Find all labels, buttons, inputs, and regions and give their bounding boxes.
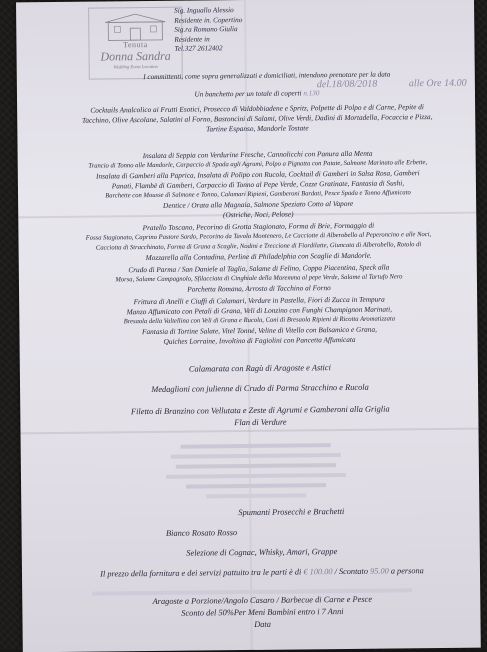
villa-icon <box>100 12 170 43</box>
antipasti-line: Trancio di Tonno alle Mandorle, Carpaccio di Spada agli Agrumi, Polpo a Pignatta con Patate, Salmone Marinato alle Erbette, <box>88 159 428 170</box>
commitment-text: I committenti, come sopra generalizzati e domiciliati, intendono prenotare per la data <box>143 70 391 82</box>
client-name-2: Sig.ra Romano Giulia <box>174 25 238 34</box>
event-time: alle Ore 14.00 <box>408 77 467 90</box>
banquet-label: Un banchetto per un totale di coperti <box>194 89 302 99</box>
antipasti-line: Insalata di Gamberi alla Paprica, Insalata di Polipo con Rucola, Cocktail di Gamberi in Salsa Rosa, Gamberi <box>95 168 420 181</box>
client-name: Sig. Inguallo Alessio <box>174 6 234 15</box>
first-course: Calamarata con Ragù di Aragoste e Astici <box>188 363 331 374</box>
price-amount: € 100.00 <box>303 567 333 577</box>
cheese-line: Mozzarella alla Contadina, Perline di Philadelphia con Scaglie di Mandorle. <box>145 250 372 263</box>
antipasti-line: Panati, Flambè di Gamberi, Carpaccio di Tonno al Pepe Verde, Cozze Gratinate, Fantasia di Sushi, <box>111 178 405 191</box>
aperitif-line: Tacchino, Olive Ascolane, Salatini al Forno, Bastoncini di Salami, Olive Verdi, Dadini di Mortadella, Focaccia e Pizza, <box>81 112 433 125</box>
hot-appetizer-line: Frittura di Anelli e Ciuffi di Calamari, Verdure in Pastella, Fiori di Zucca in Tempura <box>133 294 385 307</box>
guest-count-line <box>137 89 377 100</box>
price-line <box>62 566 462 579</box>
second-first-course: Medaglioni con julienne di Crudo di Parma Stracchino e Rucola <box>151 382 369 395</box>
wine-still: Bianco Rosato Rosso <box>165 528 238 538</box>
hot-appetizer-line: Quiches Lorraine, Involtino di Fagiolini con Pancetta Affumicata <box>163 334 356 346</box>
antipasti-line: Dentice / Orata alla Magnaia, Salmone Speziato Cotto al Vapore <box>162 198 354 210</box>
price-suffix: a persona <box>388 566 424 576</box>
logo-line3: Wedding Event Location <box>113 63 158 70</box>
cold-cuts-line: Porchetta Romana, Arrosto di Tacchino al Forno <box>187 283 331 294</box>
price-separator: / Scontato <box>332 566 371 577</box>
client-residence-2: Residente in <box>174 35 210 44</box>
price-discounted: 95.00 <box>370 566 389 576</box>
cold-cuts-line: Morsa, Salame Campagnolo, Sfilacciata di Cinghiale della Maremma al pepe Verde, Salame al Tartufo Nero <box>115 273 403 284</box>
cheese-line: Cacciotta di Stracchinato, Forma di Grana a Scaglie, Nodini e Treccione di Fiordilatte, Giuncata di Alberobello, Rotolo di <box>95 241 422 252</box>
wine-sparkling: Spumanti Prosecchi e Brachetti <box>238 506 345 518</box>
event-date: del.18/08/2018 <box>316 78 378 91</box>
hot-appetizer-line: Fantasia di Tortine Salate, Vitel Tonné, Veline di Vitello con Balsamico e Grana, <box>141 324 377 337</box>
spirits: Selezione di Cognac, Whisky, Amari, Grappe <box>186 547 338 558</box>
logo-line2: Donna Sandra <box>100 48 171 64</box>
hot-appetizer-line: Bresaola della Valtellina con Veli di Grana e Rucola, Coni di Bresaola Ripieni di Ricotta Aromatizzata <box>123 315 396 326</box>
cheese-line: Pratello Toscano, Pecorino di Grotta Stagionato, Forma di Brie, Formaggio di <box>142 220 375 233</box>
client-info <box>174 6 243 55</box>
main-course-line1: Filetto di Branzino con Vellutata e Zeste di Agrumi e Gamberoni alla Griglia <box>130 404 390 417</box>
menu-contract-sheet <box>16 0 481 652</box>
hot-appetizer-line: Manzo Affumicato con Petali di Grana, Veli di Lonzino con Funghi Champignon Marinati, <box>126 304 392 317</box>
cold-cuts-line: Crudo di Parma / San Daniele al Taglio, Salame di Felino, Coppa Piacentina, Speck alla <box>128 262 390 275</box>
antipasti-note: (Ostriche, Noci, Pelose) <box>222 209 294 220</box>
antipasti-line: Barchette con Mousse di Salmone e Tonno, Calamari Ripieni, Gamberoni Bardati, Pesce Spada e Tonno Affumicato <box>105 189 411 200</box>
client-residence: Residente in. Copertino <box>174 15 243 25</box>
aperitif-line: Tartine Espanso, Mandorle Tostate <box>206 123 309 134</box>
footer-date-label: Data <box>254 619 271 629</box>
antipasti-line: Insalata di Seppia con Verdurine Fresche, Cannolicchi con Panura alla Menta <box>142 148 373 161</box>
client-phone: Tel.327 2612402 <box>174 44 223 54</box>
price-intro: Il prezzo della fornitura e dei servizi pattuito tra le parti è di <box>100 567 302 579</box>
footer-extras: Aragoste a Porzione/Angolo Casaro / Barbecue di Carne e Pesce <box>152 594 373 607</box>
guest-count: n.130 <box>303 89 320 98</box>
main-course-line2: Flan di Verdure <box>234 417 287 428</box>
cheese-line: Fossa Stagionato, Caprino Pastore Sardo, Pecorino da Tavola Montenero, Le Cacciotte di Alberobello al Peperoncino e alle Noci, <box>85 231 432 242</box>
logo-line1: Tenuta <box>123 40 148 50</box>
venue-logo <box>88 7 183 80</box>
footer-discount: Sconto del 50%Per Meni Bambini entro i 7 Anni <box>181 607 344 618</box>
aperitif-line: Cocktails Analcolico ai Frutti Esotici, Prosecco di Valdobbiadene e Spritz, Polpette di Polpo e di Carne, Pepite di <box>90 102 424 115</box>
